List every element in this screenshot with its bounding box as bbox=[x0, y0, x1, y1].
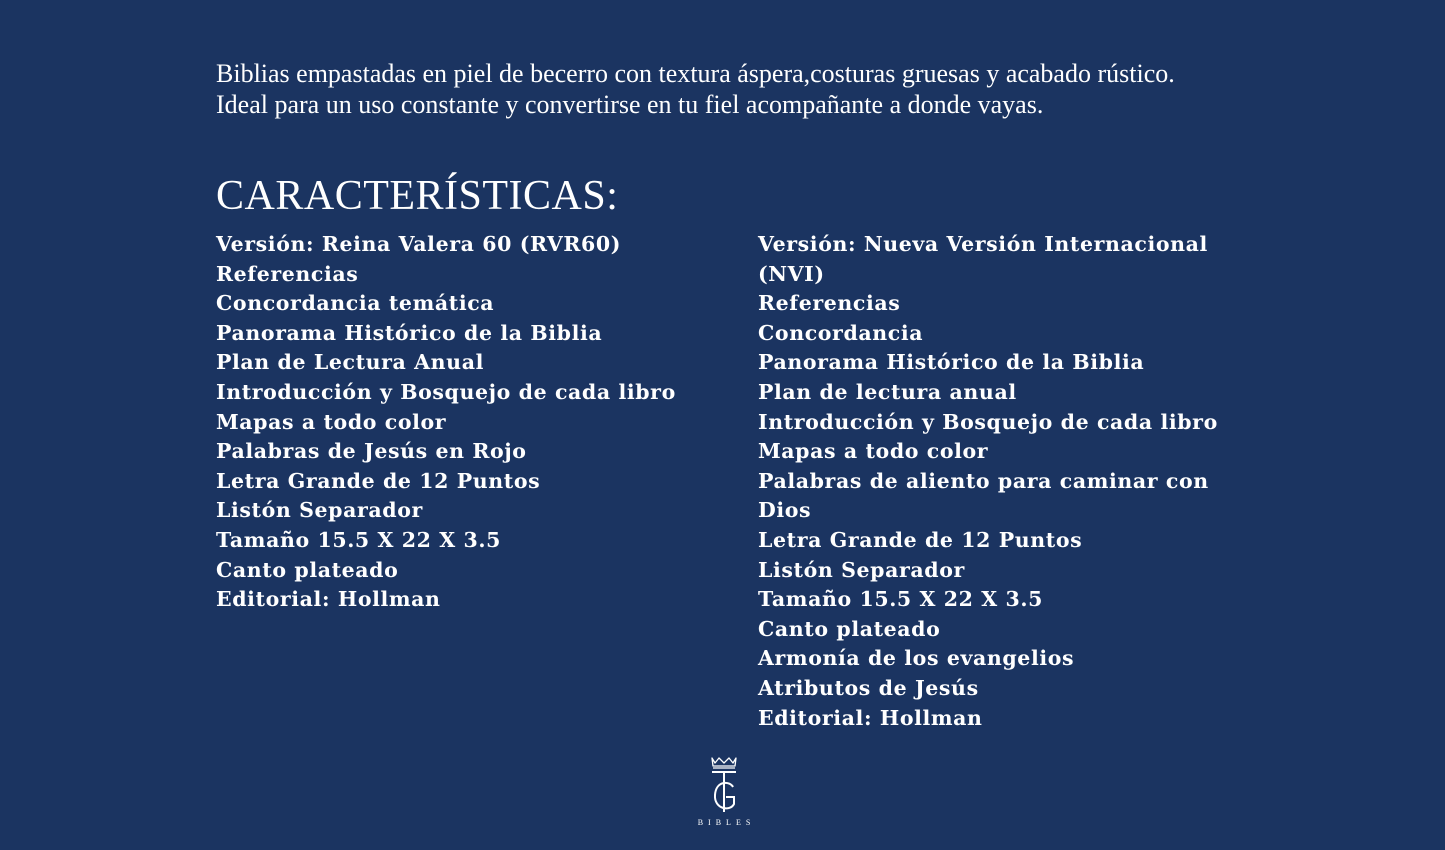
feature-item: Atributos de Jesús bbox=[758, 675, 979, 700]
logo-wordmark: BIBLES bbox=[697, 818, 756, 827]
feature-item: Concordancia temática bbox=[216, 291, 495, 316]
intro-paragraph: Biblias empastadas en piel de becerro con textura áspera,costuras gruesas y acabado rústico. Ideal para un uso constante y convertirse en tu fiel acompañante a donde vayas. bbox=[216, 59, 1175, 119]
features-heading: CARACTERÍSTICAS: bbox=[216, 173, 619, 219]
feature-item: Palabras de aliento para caminar con Dios bbox=[758, 468, 1209, 523]
feature-item: Letra Grande de 12 Puntos bbox=[216, 468, 541, 493]
feature-item: Canto plateado bbox=[216, 557, 399, 582]
feature-item: Tamaño 15.5 X 22 X 3.5 bbox=[216, 527, 501, 552]
feature-item: Editorial: Hollman bbox=[216, 587, 441, 612]
feature-item: Listón Separador bbox=[216, 498, 423, 523]
feature-item: Versión: Nueva Versión Internacional (NVI) bbox=[758, 232, 1208, 286]
features-list-nvi bbox=[758, 230, 1228, 733]
feature-item: Armonía de los evangelios bbox=[758, 646, 1075, 671]
feature-item: Tamaño 15.5 X 22 X 3.5 bbox=[758, 587, 1043, 612]
feature-item: Plan de lectura anual bbox=[758, 379, 1017, 404]
feature-item: Concordancia bbox=[758, 320, 924, 345]
feature-item: Letra Grande de 12 Puntos bbox=[758, 527, 1083, 552]
features-list-rvr60 bbox=[216, 230, 716, 615]
feature-item: Listón Separador bbox=[758, 557, 965, 582]
feature-item: Introducción y Bosquejo de cada libro bbox=[758, 409, 1218, 434]
feature-item: Editorial: Hollman bbox=[758, 705, 983, 730]
feature-item: Panorama Histórico de la Biblia bbox=[216, 320, 603, 345]
feature-item: Panorama Histórico de la Biblia bbox=[758, 350, 1145, 375]
feature-item: Canto plateado bbox=[758, 616, 941, 641]
brand-logo bbox=[692, 756, 756, 832]
feature-item: Referencias bbox=[216, 261, 359, 286]
feature-item: Mapas a todo color bbox=[216, 409, 447, 434]
feature-item: Mapas a todo color bbox=[758, 439, 989, 464]
feature-item: Versión: Reina Valera 60 (RVR60) bbox=[216, 232, 622, 256]
feature-item: Plan de Lectura Anual bbox=[216, 350, 484, 375]
feature-item: Referencias bbox=[758, 291, 901, 316]
feature-item: Palabras de Jesús en Rojo bbox=[216, 439, 527, 464]
crown-tg-monogram-icon bbox=[706, 756, 742, 814]
feature-item: Introducción y Bosquejo de cada libro bbox=[216, 379, 676, 404]
